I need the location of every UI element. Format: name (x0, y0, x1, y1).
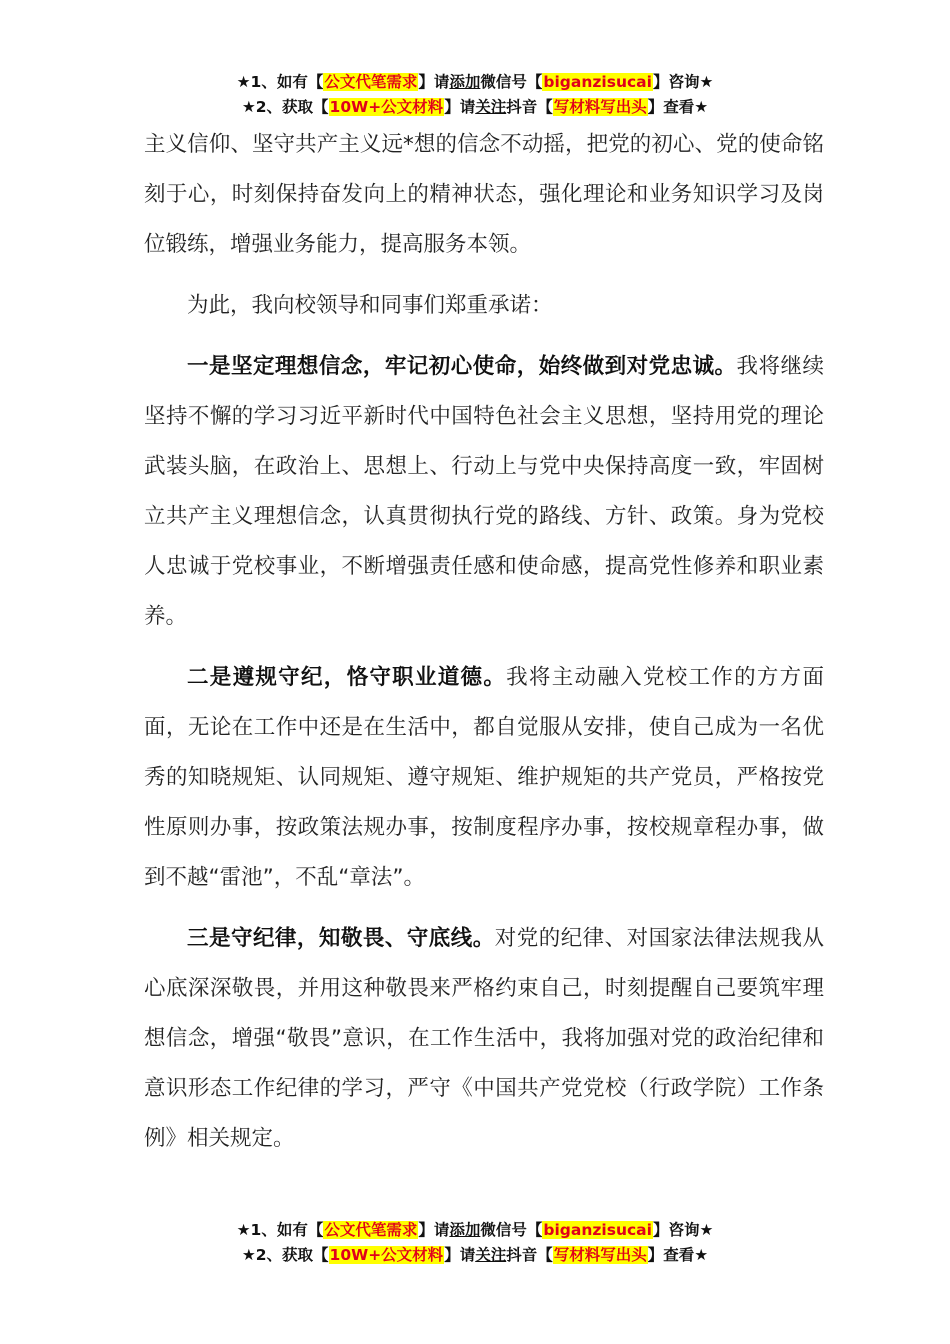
document-body (144, 120, 824, 1164)
banner-text: 】查看★ (647, 98, 709, 116)
paragraph-pledge-2 (144, 653, 824, 903)
banner-text: 微信号【 (480, 73, 543, 91)
header-banner (0, 70, 950, 120)
banner-line-1 (0, 1218, 950, 1243)
paragraph-pledge-intro: 为此，我向校领导和同事们郑重承诺： (187, 293, 553, 318)
banner-text: 抖音【 (506, 1246, 553, 1264)
highlight-wechat-id: biganzisucai (543, 73, 652, 91)
highlight-materials: 10W+公文材料 (329, 98, 444, 116)
pledge-3-heading: 三是守纪律，知敬畏、守底线。 (187, 926, 495, 951)
banner-text: ★1、如有【 (236, 73, 324, 91)
banner-text: 】请 (418, 1221, 450, 1239)
pledge-1-body: 我将继续坚持不懈的学习习近平新时代中国特色社会主义思想，坚持用党的理论武装头脑，在政治上、思想上、行动上与党中央保持高度一致，牢固树立共产主义理想信念，认真贯彻执行党的路线、方针、政策。身为党校人忠诚于党校事业，不断增强责任感和使命感，提高党性修养和职业素养。 (144, 354, 824, 629)
pledge-1-heading: 一是坚定理想信念，牢记初心使命，始终做到对党忠诚。 (187, 354, 737, 379)
paragraph-continuation: 主义信仰、坚守共产主义远*想的信念不动摇，把党的初心、党的使命铭刻于心，时刻保持奋发向上的精神状态，强化理论和业务知识学习及岗位锻练，增强业务能力，提高服务本领。 (144, 132, 824, 257)
banner-text: 抖音【 (506, 98, 553, 116)
banner-text: 】咨询★ (652, 1221, 714, 1239)
banner-text: 】咨询★ (652, 73, 714, 91)
banner-line-2 (0, 1243, 950, 1268)
pledge-2-body: 我将主动融入党校工作的方方面面，无论在工作中还是在生活中，都自觉服从安排，使自己成为一名优秀的知晓规矩、认同规矩、遵守规矩、维护规矩的共产党员，严格按党性原则办事，按政策法规办事，按制度程序办事，按校规章程办事，做到不越“雷池”，不乱“章法”。 (144, 665, 824, 890)
banner-line-2 (0, 95, 950, 120)
banner-text: ★1、如有【 (236, 1221, 324, 1239)
highlight-wechat-id: biganzisucai (543, 1221, 652, 1239)
banner-text: ★2、获取【 (241, 98, 329, 116)
paragraph-pledge-3 (144, 914, 824, 1164)
highlight-douyin-id: 写材料写出头 (553, 98, 647, 116)
highlight-materials: 10W+公文材料 (329, 1246, 444, 1264)
highlight-service: 公文代笔需求 (324, 73, 418, 91)
footer-banner (0, 1218, 950, 1268)
banner-text: 】请 (444, 98, 476, 116)
banner-text: 微信号【 (480, 1221, 543, 1239)
highlight-service: 公文代笔需求 (324, 1221, 418, 1239)
pledge-2-heading: 二是遵规守纪，恪守职业道德。 (187, 665, 507, 690)
paragraph-pledge-1 (144, 342, 824, 642)
banner-emphasis: 添加 (449, 73, 481, 91)
banner-text: 】请 (418, 73, 450, 91)
pledge-3-body: 对党的纪律、对国家法律法规我从心底深深敬畏，并用这种敬畏来严格约束自己，时刻提醒自己要筑牢理想信念，增强“敬畏”意识，在工作生活中，我将加强对党的政治纪律和意识形态工作纪律的学习，严守《中国共产党党校（行政学院）工作条例》相关规定。 (144, 926, 824, 1151)
banner-emphasis: 添加 (449, 1221, 481, 1239)
banner-text: 】查看★ (647, 1246, 709, 1264)
banner-text: ★2、获取【 (241, 1246, 329, 1264)
highlight-douyin-id: 写材料写出头 (553, 1246, 647, 1264)
banner-text: 】请 (444, 1246, 476, 1264)
banner-emphasis: 关注 (475, 1246, 507, 1264)
banner-line-1 (0, 70, 950, 95)
banner-emphasis: 关注 (475, 98, 507, 116)
